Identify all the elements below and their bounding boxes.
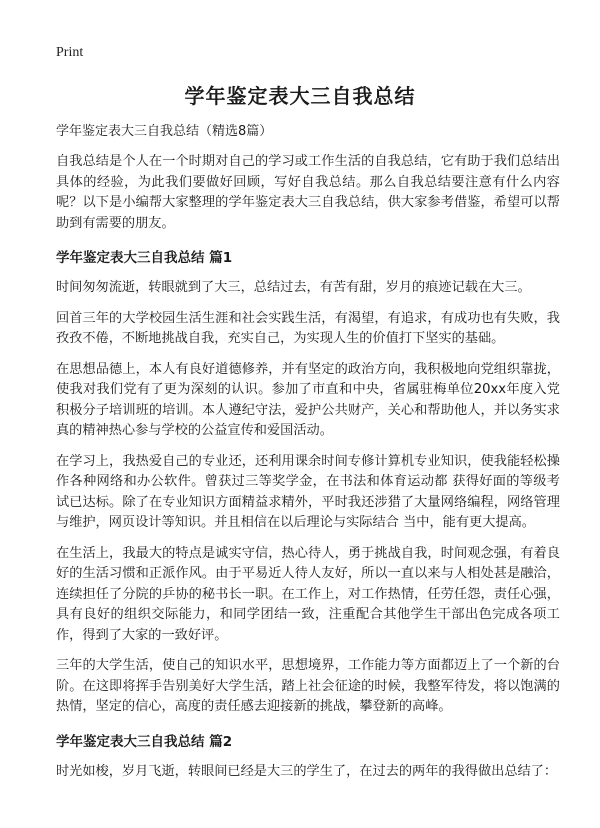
section-paragraph: 时光如梭，岁月飞逝，转眼间已经是大三的学生了，在过去的两年的我得做出总结了： <box>56 763 558 779</box>
page-title: 学年鉴定表大三自我总结 <box>184 84 416 108</box>
section-paragraph: 时间匆匆流逝，转眼就到了大三，总结过去，有苦有甜，岁月的痕迹记载在大三。 <box>56 280 531 295</box>
section-paragraph: 在思想品德上，本人有良好道德修养，并有坚定的政治方向，我积极地向党组织靠拢，使我对我们党有了更为深刻的认识。参加了市直和中央，省属驻梅单位20xx年度入党积极分子培训班的培训。本人遵纪守法，爱护公共财产，关心和帮助他人，并以务实求真的精神热心参与学校的公益宣传和爱国活动。 <box>56 361 560 438</box>
section-paragraph: 在学习上，我热爱自己的专业还，还利用课余时间专修计算机专业知识，使我能轻松操作各种网络和办公软件。曾获过三等奖学金，在书法和体育运动都 获得好面的等级考试已达标。除了在专业知识方面精益求精外，平时我还涉猎了大量网络编程，网络管理与维护，网页设计等知识。并且相信在以后理论与实际结合 当中，能有更大提高。 <box>56 453 560 530</box>
section-2 <box>56 732 560 783</box>
section-1 <box>56 248 560 718</box>
document-subtitle: 学年鉴定表大三自我总结（精选8篇） <box>56 124 273 139</box>
intro-paragraph: 自我总结是个人在一个时期对自己的学习或工作生活的自我总结，它有助于我们总结出具体的经验，为此我们要做好回顾，写好自我总结。那么自我总结要注意有什么内容呢？以下是小编帮大家整理的学年鉴定表大三自我总结，供大家参考借鉴，希望可以帮助到有需要的朋友。 <box>56 154 560 231</box>
section-paragraph: 三年的大学生活，使自己的知识水平，思想境界，工作能力等方面都迈上了一个新的台阶。在这即将挥手告别美好大学生活，踏上社会征途的时候，我整军待发，将以饱满的热情，坚定的信心，高度的责任感去迎接新的挑战，攀登新的高峰。 <box>56 658 560 714</box>
section-paragraph: 在生活上，我最大的特点是诚实守信，热心待人，勇于挑战自我，时间观念强，有着良好的生活习惯和正派作风。由于平易近人待人友好，所以一直以来与人相处甚是融洽，连续担任了分院的乒协的秘书长一职。在工作上，对工作热情，任劳任怨，责任心强，具有良好的组织交际能力，和同学团结一致，注重配合其他学生干部出色完成各项工作，得到了大家的一致好评。 <box>56 545 560 643</box>
section-paragraph: 回首三年的大学校园生活生涯和社会实践生活，有渴望，有追求，有成功也有失败，我孜孜不倦，不断地挑战自我，充实自己，为实现人生的价值打下坚实的基础。 <box>56 310 560 346</box>
print-link[interactable]: Print <box>56 45 84 60</box>
section-heading: 学年鉴定表大三自我总结 篇1 <box>56 250 233 266</box>
document-body <box>56 122 560 792</box>
section-heading: 学年鉴定表大三自我总结 篇2 <box>56 733 233 750</box>
